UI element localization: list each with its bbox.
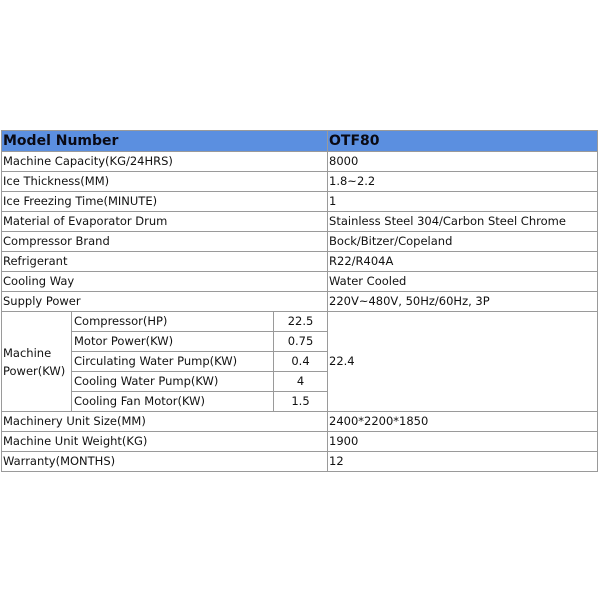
model-number-value: OTF80 [328, 131, 598, 152]
table-row [2, 172, 598, 192]
table-row [2, 452, 598, 472]
row-label: Ice Thickness(MM) [2, 172, 328, 192]
row-label: Machinery Unit Size(MM) [2, 412, 328, 432]
row-value: R22/R404A [328, 252, 598, 272]
power-item-label: Cooling Water Pump(KW) [72, 372, 274, 392]
table-row [2, 292, 598, 312]
power-row [2, 312, 598, 332]
row-value: Bock/Bitzer/Copeland [328, 232, 598, 252]
table-row [2, 252, 598, 272]
row-value: 8000 [328, 152, 598, 172]
power-item-label: Motor Power(KW) [72, 332, 274, 352]
machine-power-total: 22.4 [328, 312, 598, 412]
table-row [2, 232, 598, 252]
row-label: Cooling Way [2, 272, 328, 292]
power-item-value: 1.5 [274, 392, 328, 412]
row-value: Water Cooled [328, 272, 598, 292]
table-row [2, 212, 598, 232]
table-row [2, 152, 598, 172]
table-row [2, 192, 598, 212]
model-number-label: Model Number [2, 131, 328, 152]
row-value: 1900 [328, 432, 598, 452]
row-label: Supply Power [2, 292, 328, 312]
row-value: 220V~480V, 50Hz/60Hz, 3P [328, 292, 598, 312]
power-item-label: Cooling Fan Motor(KW) [72, 392, 274, 412]
table-row [2, 412, 598, 432]
row-value: 2400*2200*1850 [328, 412, 598, 432]
row-label: Refrigerant [2, 252, 328, 272]
row-value: Stainless Steel 304/Carbon Steel Chrome [328, 212, 598, 232]
power-item-value: 0.4 [274, 352, 328, 372]
spec-table [1, 130, 598, 472]
power-item-value: 0.75 [274, 332, 328, 352]
row-label: Material of Evaporator Drum [2, 212, 328, 232]
power-item-value: 22.5 [274, 312, 328, 332]
table-row [2, 272, 598, 292]
power-item-value: 4 [274, 372, 328, 392]
machine-power-label: Machine Power(KW) [2, 312, 72, 412]
row-value: 12 [328, 452, 598, 472]
row-label: Machine Capacity(KG/24HRS) [2, 152, 328, 172]
table-row [2, 432, 598, 452]
row-label: Compressor Brand [2, 232, 328, 252]
row-label: Machine Unit Weight(KG) [2, 432, 328, 452]
power-item-label: Compressor(HP) [72, 312, 274, 332]
row-label: Warranty(MONTHS) [2, 452, 328, 472]
header-row [2, 131, 598, 152]
row-label: Ice Freezing Time(MINUTE) [2, 192, 328, 212]
power-item-label: Circulating Water Pump(KW) [72, 352, 274, 372]
row-value: 1.8~2.2 [328, 172, 598, 192]
row-value: 1 [328, 192, 598, 212]
